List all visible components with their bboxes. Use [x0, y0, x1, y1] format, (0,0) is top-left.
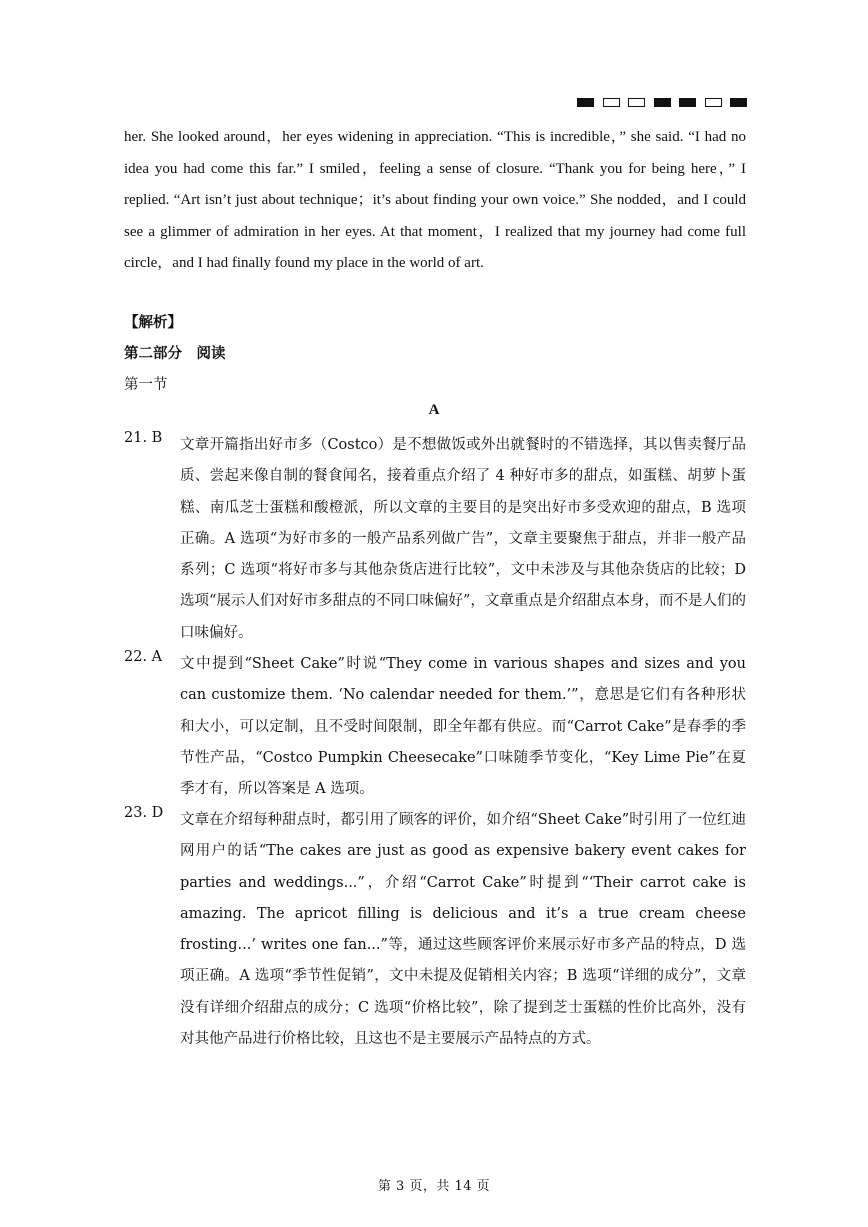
- header-mark: [603, 98, 620, 107]
- answer-explanation: 文章在介绍每种甜点时，都引用了顾客的评价，如介绍“Sheet Cake”时引用了一位红迪网用户的话“The cakes are just as good as expensive bakery event cakes for parties and weddings...”，介绍“Carrot Cake”时提到“‘Their carrot cake is amazing. The apricot filling is delicious and it’s a true cream cheese frosting...’ writes one fan...”等，通过这些顾客评价来展示好市多产品的特点，D 选项正确。A 选项“季节性促销”，文中未提及促销相关内容；B 选项“详细的成分”，文章没有详细介绍甜点的成分；C 选项“价格比较”，除了提到芝士蛋糕的性价比高外，没有对其他产品进行价格比较，且这也不是主要展示产品特点的方式。: [180, 812, 746, 1048]
- header-mark: [730, 98, 747, 107]
- header-mark: [654, 98, 671, 107]
- answer-item: [124, 649, 746, 805]
- header-mark: [628, 98, 645, 107]
- essay-paragraph: her. She looked around，her eyes widening in appreciation. “This is incredible，” she said. “I had no idea you had come this far.” I smiled，feeling a sense of closure. “Thank you for being here，” I replied. “Art isn’t just about technique；it’s about finding your own voice.” She nodded，and I could see a glimmer of admiration in her eyes. At that moment，I realized that my journey had come full circle，and I had finally found my place in the world of art.: [124, 129, 746, 271]
- passage-label: A: [428, 402, 440, 418]
- header-mark: [705, 98, 722, 107]
- answer-item: [124, 805, 746, 1055]
- answer-item: [124, 430, 746, 649]
- answer-explanation: 文中提到“Sheet Cake”时说“They come in various shapes and sizes and you can customize them. ‘No calendar needed for them.’”，意思是它们有各种形状和大小，可以定制，且不受时间限制，即全年都有供应。而“Carrot Cake”是春季的季节性产品，“Costco Pumpkin Cheesecake”口味随季节变化，“Key Lime Pie”在夏季才有，所以答案是 A 选项。: [180, 656, 746, 798]
- part-title: 第二部分 阅读: [124, 345, 226, 362]
- header-mark: [679, 98, 696, 107]
- analysis-label: 【解析】: [124, 314, 182, 331]
- answer-number: 23. D: [124, 805, 164, 821]
- answer-number: 22. A: [124, 649, 163, 665]
- header-mark: [577, 98, 594, 107]
- page-footer: 第 3 页，共 14 页: [377, 1179, 491, 1194]
- header-marks: [577, 97, 747, 108]
- answer-explanation: 文章开篇指出好市多（Costco）是不想做饭或外出就餐时的不错选择，其以售卖餐厅品质、尝起来像自制的餐食闻名，接着重点介绍了 4 种好市多的甜点，如蛋糕、胡萝卜蛋糕、南瓜芝士蛋糕和酸橙派，所以文章的主要目的是突出好市多受欢迎的甜点，B 选项正确。A 选项“为好市多的一般产品系列做广告”，文章主要聚焦于甜点，并非一般产品系列；C 选项“将好市多与其他杂货店进行比较”，文中未涉及与其他杂货店的比较；D 选项“展示人们对好市多甜点的不同口味偏好”，文章重点是介绍甜点本身，而不是人们的口味偏好。: [180, 437, 746, 641]
- section-title: 第一节: [124, 377, 168, 393]
- answer-number: 21. B: [124, 430, 163, 446]
